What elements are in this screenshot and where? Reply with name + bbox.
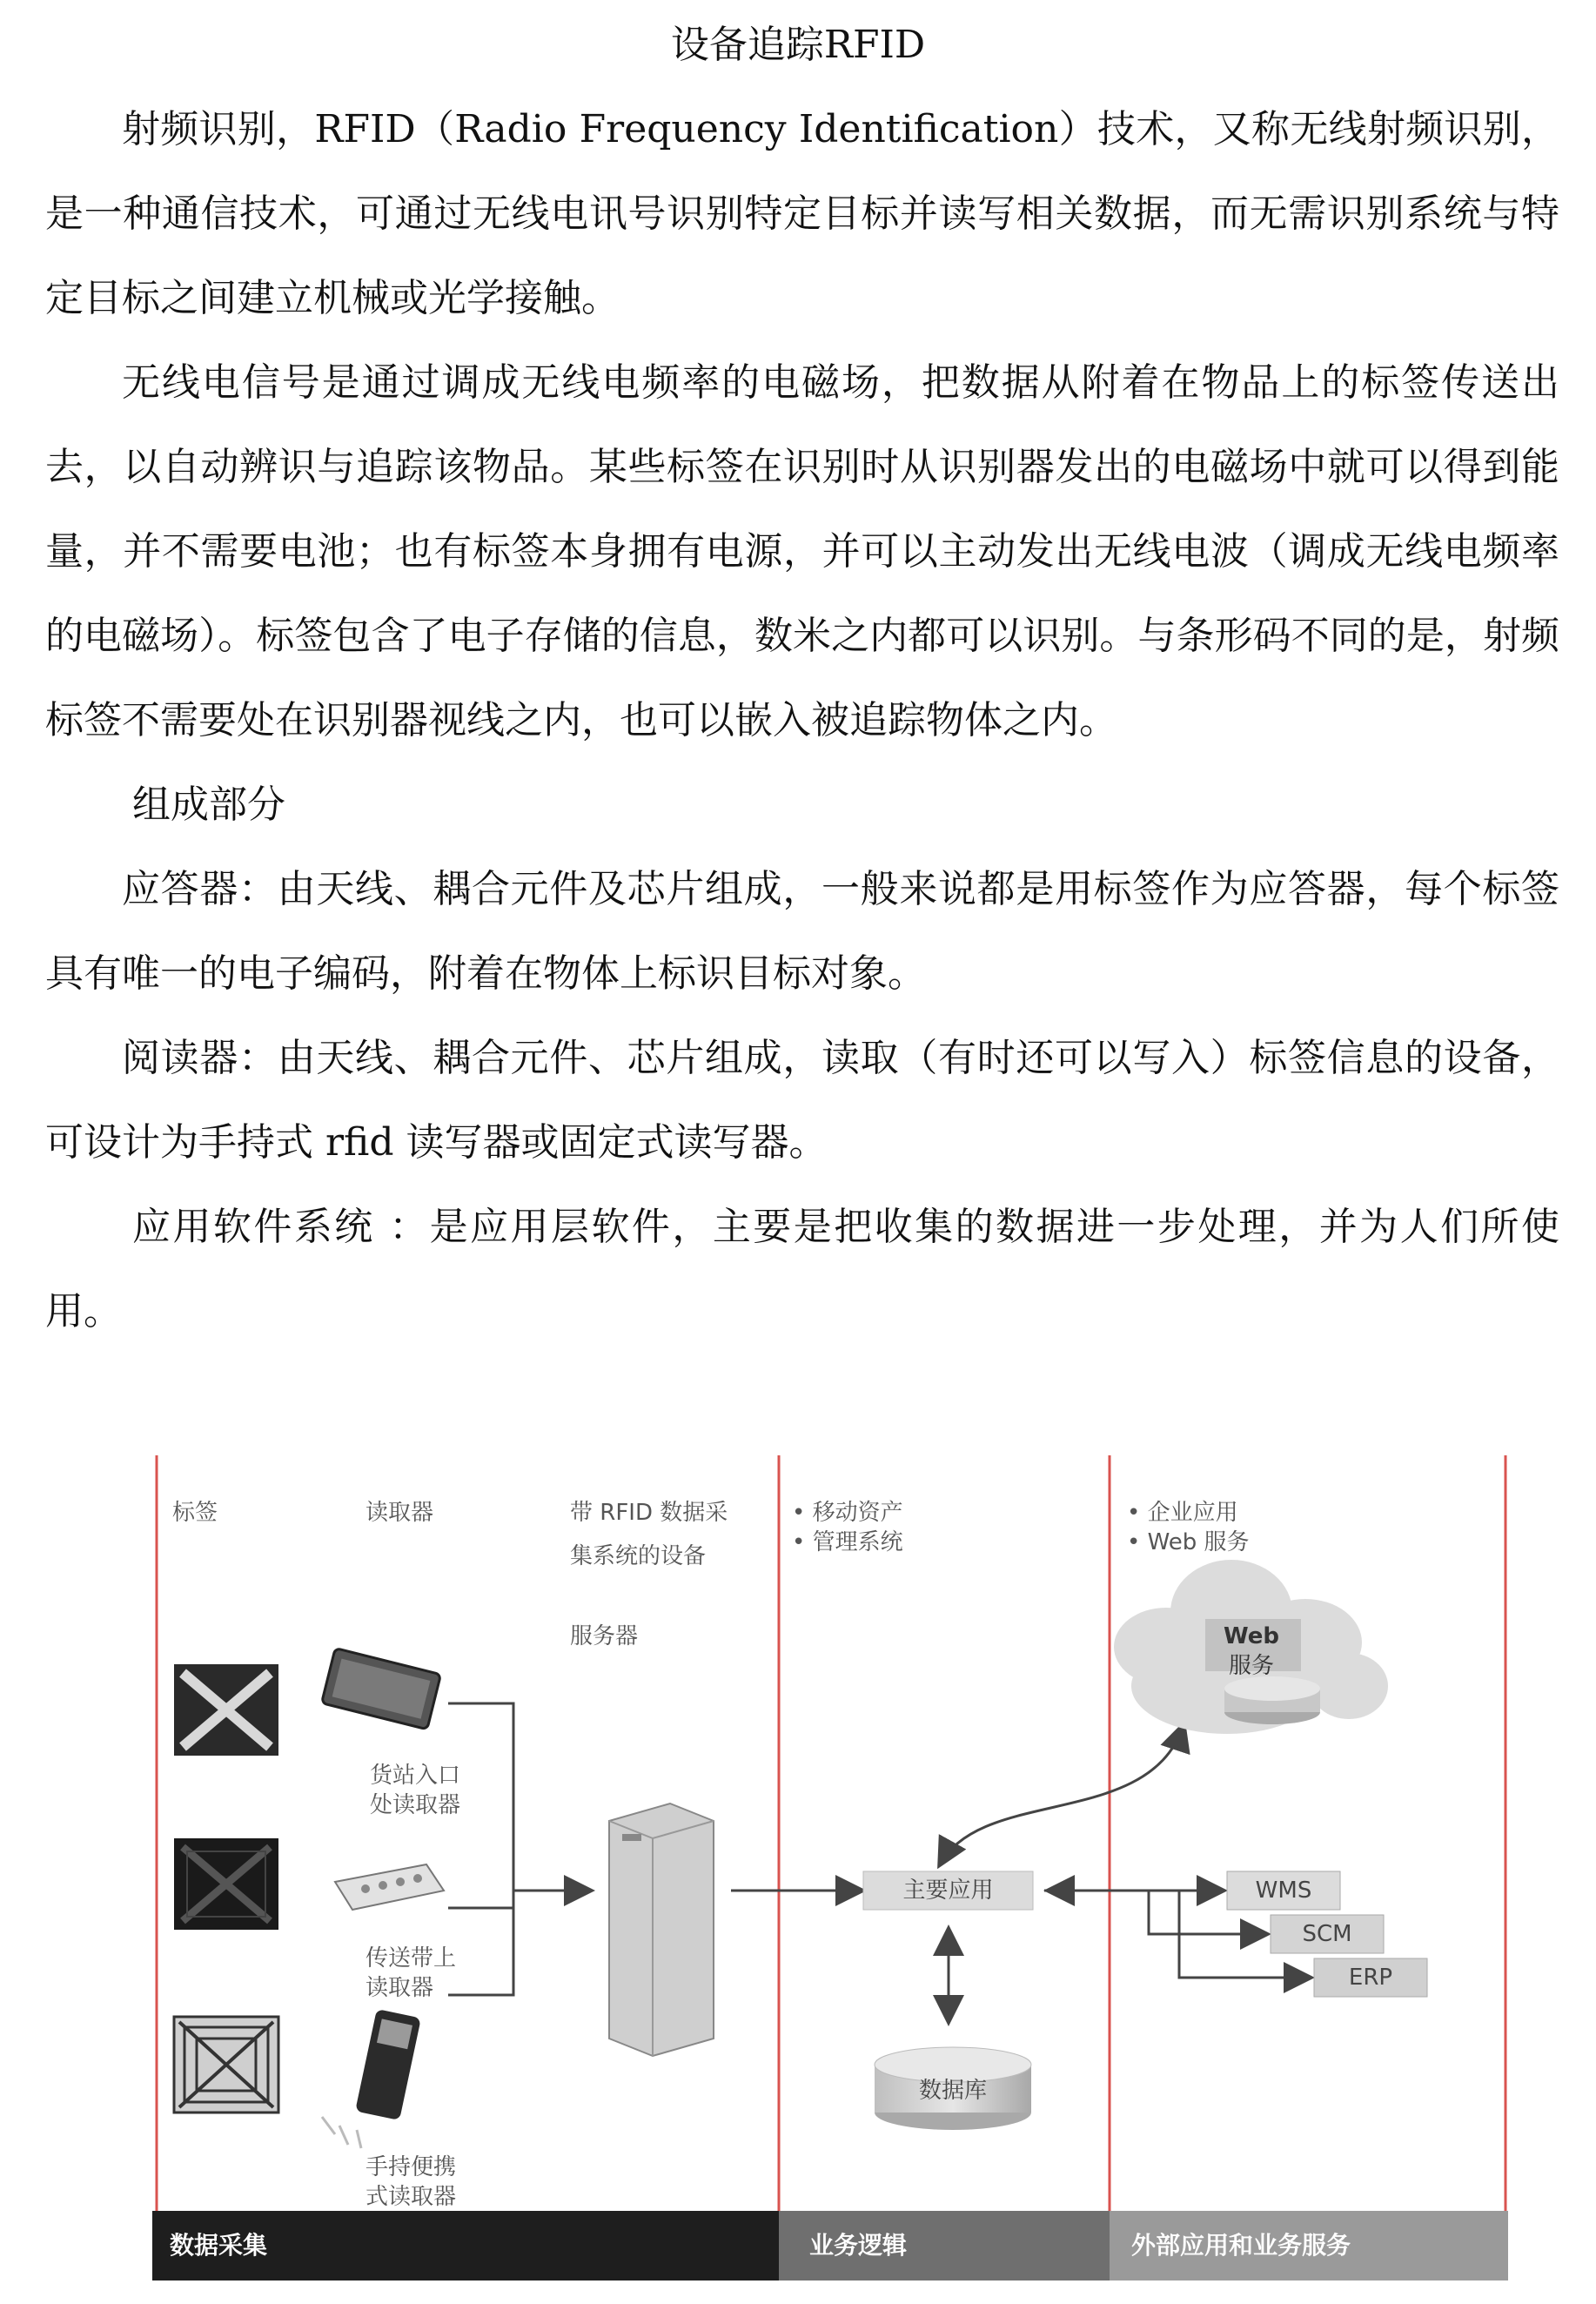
component-reader: 阅读器：由天线、耦合元件、芯片组成，读取（有时还可以写入）标签信息的设备，可设计为手持式 rfid 读写器或固定式读写器。 [45,1036,1559,1165]
label-conveyor-reader-line1: 传送带上 [365,1945,457,1971]
label-server: 服务器 [570,1623,639,1649]
body-text [45,87,1559,1354]
bar-label-business-logic: 业务逻辑 [809,2231,908,2260]
handheld-reader-icon [322,2009,421,2148]
bar-label-external-apps: 外部应用和业务服务 [1131,2231,1351,2260]
label-main-app: 主要应用 [902,1877,994,1904]
tag-icon-3 [174,2017,278,2113]
label-conveyor-reader-line2: 读取器 [365,1975,434,2001]
label-web-services: • Web 服务 [1127,1529,1250,1555]
label-database: 数据库 [918,2078,987,2104]
paragraph-2: 无线电信号是通过调成无线电频率的电磁场，把数据从附着在物品上的标签传送出去，以自动辨识与追踪该物品。某些标签在识别时从识别器发出的电磁场中就可以得到能量，并不需要电池；也有标签本身拥有电源，并可以主动发出无线电波（调成无线电频率的电磁场）。标签包含了电子存储的信息，数米之内都可以识别。与条形码不同的是，射频标签不需要处在识别器视线之内，也可以嵌入被追踪物体之内。 [45,360,1559,742]
label-enterprise-apps: • 企业应用 [1127,1500,1238,1526]
label-dock-reader-line1: 货站入口 [370,1763,461,1789]
label-device-line2: 集系统的设备 [570,1543,707,1569]
component-software: 应用软件系统 ：是应用层软件，主要是把收集的数据进一步处理，并为人们所使用。 [45,1205,1559,1333]
label-handheld-reader-line1: 手持便携 [365,2154,457,2180]
label-dock-reader-line2: 处读取器 [370,1792,461,1818]
label-device-line1: 带 RFID 数据采 [570,1500,728,1526]
rfid-architecture-diagram [148,1455,1523,2300]
conveyor-reader-icon [335,1864,444,1910]
label-handheld-reader-line2: 式读取器 [365,2184,457,2210]
bar-label-data-collection: 数据采集 [170,2231,268,2260]
paragraph-1: 射频识别，RFID（Radio Frequency Identification）技术，又称无线射频识别，是一种通信技术，可通过无线电讯号识别特定目标并读写相关数据，而无需识别系统与特定目标之间建立机械或光学接触。 [45,107,1559,320]
tag-icon-2 [174,1838,278,1930]
label-tag: 标签 [172,1500,218,1526]
component-transponder: 应答器：由天线、耦合元件及芯片组成，一般来说都是用标签作为应答器，每个标签具有唯一的电子编码，附着在物体上标识目标对象。 [45,867,1559,996]
server-icon [609,1804,714,2056]
label-wms: WMS [1255,1877,1312,1904]
page-title: 设备追踪RFID [670,23,926,67]
label-management-system: • 管理系统 [792,1529,903,1555]
label-erp: ERP [1348,1965,1393,1991]
label-reader: 读取器 [365,1500,434,1526]
tag-icon-1 [174,1664,278,1756]
cloud-label-service: 服务 [1228,1653,1274,1679]
section-heading: 组成部分 [132,783,285,827]
label-mobile-assets: • 移动资产 [792,1500,903,1526]
label-scm: SCM [1302,1921,1352,1947]
cloud-label-web: Web [1224,1623,1279,1649]
dock-reader-icon [322,1649,441,1730]
